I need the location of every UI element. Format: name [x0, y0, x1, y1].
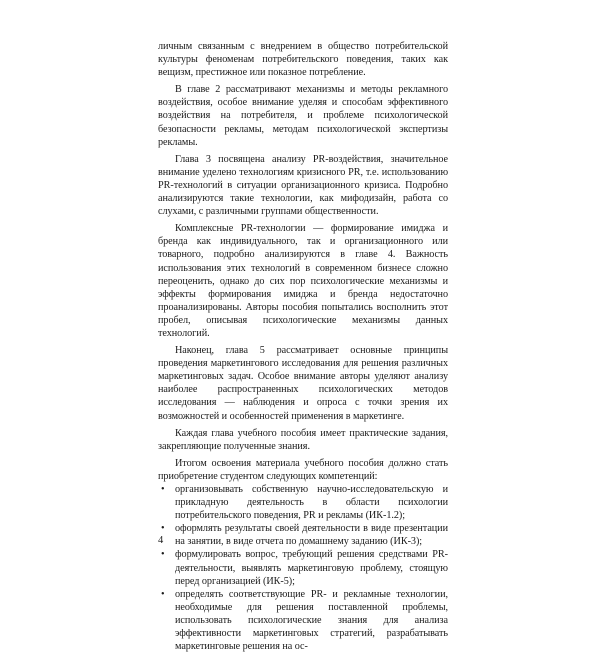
list-item [158, 522, 448, 548]
list-item [158, 548, 448, 587]
paragraph-5: Наконец, глава 5 рассматривает основные принципы проведения маркетингового исследования для решения различных маркетинговых задач. Особое внимание авторы уделяют анализу наиболее распространенных психологических методов исследования — наблюдения и опроса с точки зрения их возможностей и особенностей применения в маркетинге. [158, 345, 448, 422]
page-number: 4 [158, 535, 164, 546]
list-item-text: формулировать вопрос, требующий решения средствами PR-деятельности, выявлять маркетинговую проблему, стоящую перед организацией (ИК-5); [175, 549, 448, 587]
list-item-text: оформлять результаты своей деятельности в виде презентации на занятии, в виде отчета по домашнему заданию (ИК-3); [175, 523, 448, 548]
list-item [158, 588, 448, 653]
paragraph-3: Глава 3 посвящена анализу PR-воздействия, значительное внимание уделено технологиям кризисного PR, т.е. использованию PR-технологий в ситуации организационного кризиса. Подробно анализируются такие технологии, как мифодизайн, работа со слухами, с различными группами общественности. [158, 153, 448, 218]
paragraph-6: Каждая глава учебного пособия имеет практические задания, закрепляющие полученные знания. [158, 427, 448, 452]
bullet-icon: • [161, 484, 165, 495]
paragraph-1: личным связанным с внедрением в общество потребительской культуры феноменам потребительского поведения, таких как вещизм, престижное или показное потребление. [158, 41, 448, 79]
list-item [158, 483, 448, 522]
bullet-icon: • [161, 588, 165, 600]
competency-list [158, 483, 448, 653]
paragraph-2: В главе 2 рассматривают механизмы и методы рекламного воздействия, особое внимание уделяя и способам эффективного воздействия на потребителя, и проблеме психологической безопасности рекламы, методам психологической экспертизы рекламы. [158, 84, 448, 148]
paragraph-4: Комплексные PR-технологии — формирование имиджа и бренда как индивидуального, так и организационного или товарного, подробно анализируются в главе 4. Важность использования этих технологий в современном бизнесе сложно переоценить, однако до сих пор психологические механизмы и эффекты формирования имиджа и бренда недостаточно проанализированы. Авторы пособия попытались восполнить этот пробел, описывая психологические механизмы данных технологий. [158, 223, 448, 339]
bullet-icon: • [161, 523, 165, 535]
bullet-icon: • [161, 549, 165, 561]
paragraph-7: Итогом освоения материала учебного пособия должно стать приобретение студентом следующих компетенций: [158, 457, 448, 482]
list-item-text: определять соответствующие PR- и рекламные технологии, необходимые для решения поставленной проблемы, использовать психологические знания для анализа эффективности маркетинговых стратегий, разрабатывать маркетинговые решения на ос- [175, 588, 448, 653]
page-body [158, 40, 448, 653]
list-item-text: организовывать собственную научно-исследовательскую и прикладную деятельность в области психологии потребительского поведения, PR и рекламы (ИК-1.2); [175, 484, 448, 522]
